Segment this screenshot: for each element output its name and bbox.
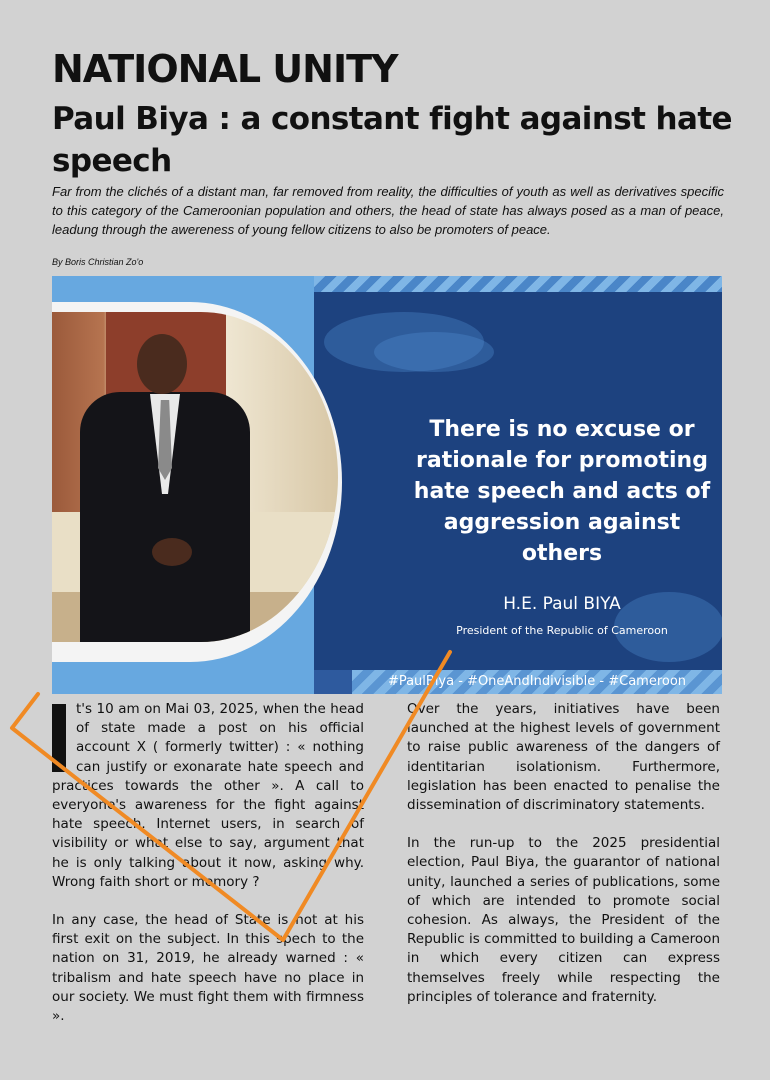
banner-hashtags: #PaulBiya - #OneAndIndivisible - #Cameroon [387,674,687,689]
article-column-right [407,700,720,1026]
article-byline: By Boris Christian Zo'o [52,257,144,267]
dropcap [52,704,66,772]
quote-banner [52,276,722,694]
banner-stripe-top [314,276,722,292]
body-paragraph: In any case, the head of State is not at his first exit on the subject. In this spech to the nation on 31, 2019, he already warned : « tribalism and hate speech have no place in our society. We must fight them with firmness ». [52,912,364,1025]
article-lede: Far from the clichés of a distant man, far removed from reality, the difficulties of youth as well as derivatives specific to this category of the Cameroonian population and others, the head of state has always posed as a man of peace, leadung through the awereness of young fellow citizens to also be promoters of peace. [52,184,724,237]
paragraph-text: t's 10 am on Mai 03, 2025, when the head of state made a post on his official account X ( formerly twitter) : « nothing can justify or exonarate hate speech and practices towards the other ». A call to everyone's awareness for the fight against hate speech. Internet users, in search of visibility or what else to say, argument that he is only talking about it now, asking why. Wrong faith short or memory ? [52,701,364,890]
brush-splash [374,332,494,372]
body-paragraph: In the run-up to the 2025 presidential election, Paul Biya, the guarantor of national unity, launched a series of publications, some of which are intended to promote social cohesion. As always, the President of the Republic is committed to building a Cameroon in which every citizen can express themselves freely while respecting the principles of tolerance and fraternity. [407,835,720,1005]
person-head [137,334,187,394]
article-headline: Paul Biya : a constant fight against hate speech [52,101,732,179]
banner-speaker-role: President of the Republic of Cameroon [456,624,668,637]
section-title: NATIONAL UNITY [52,47,398,91]
person-hands [152,538,192,566]
body-paragraph [52,700,364,892]
president-photo [52,312,338,642]
banner-speaker: H.E. Paul BIYA [503,594,621,614]
banner-quote: There is no excuse or rationale for promoting hate speech and acts of aggression against others [413,417,711,566]
body-paragraph: Over the years, initiatives have been launched at the highest levels of government to raise public awareness of the dangers of identitarian isolationism. Furthermore, legislation has been enacted to penalise the dissemination of discriminatory statements. [407,701,720,814]
article-column-left [52,700,364,1045]
